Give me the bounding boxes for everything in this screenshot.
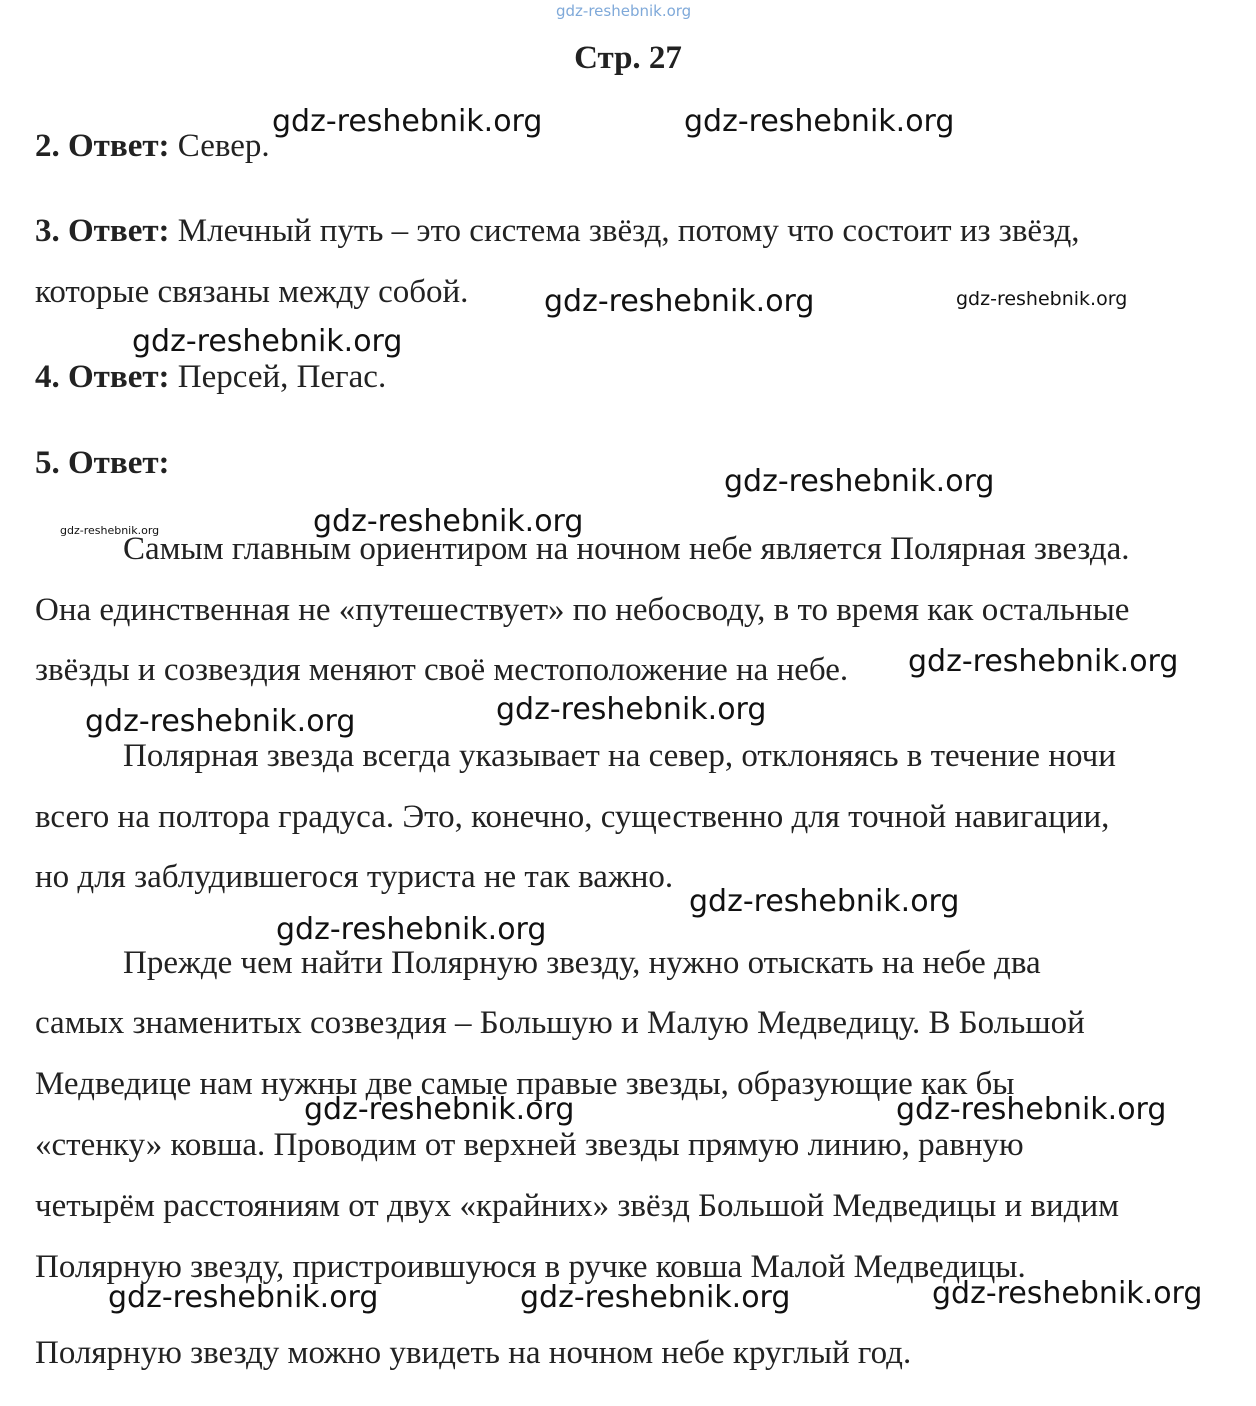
watermark: gdz-reshebnik.org [272, 104, 543, 139]
watermark: gdz-reshebnik.org [313, 504, 584, 539]
watermark: gdz-reshebnik.org [60, 524, 160, 537]
watermark: gdz-reshebnik.org [496, 692, 767, 727]
paragraph-3-line-6: Полярную звезду, пристроившуюся в ручке ковша Малой Медведицы. [35, 1249, 1026, 1285]
watermark: gdz-reshebnik.org [520, 1280, 791, 1315]
paragraph-1-line-1: Самым главным ориентиром на ночном небе является Полярная звезда. [123, 531, 1130, 567]
watermark: gdz-reshebnik.org [932, 1276, 1203, 1311]
answer-3-text-line1: Млечный путь – это система звёзд, потому что состоит из звёзд, [177, 213, 1080, 249]
paragraph-1-line-3: звёзды и созвездия меняют своё местоположение на небе. [35, 652, 849, 688]
watermark: gdz-reshebnik.org [896, 1092, 1167, 1127]
page-title: Стр. 27 [574, 40, 682, 76]
paragraph-1-line-2: Она единственная не «путешествует» по небосводу, в то время как остальные [35, 592, 1130, 628]
paragraph-3-line-5: четырём расстояниям от двух «крайних» звёзд Большой Медведицы и видим [35, 1188, 1119, 1224]
watermark: gdz-reshebnik.org [132, 324, 403, 359]
site-watermark-header: gdz-reshebnik.org [556, 2, 692, 20]
watermark: gdz-reshebnik.org [908, 644, 1179, 679]
answer-2-text: Север. [177, 128, 270, 164]
answer-4-text: Персей, Пегас. [177, 359, 387, 395]
watermark: gdz-reshebnik.org [724, 464, 995, 499]
watermark: gdz-reshebnik.org [684, 104, 955, 139]
paragraph-4-line-1: Полярную звезду можно увидеть на ночном небе круглый год. [35, 1335, 912, 1371]
paragraph-3-line-3: Медведице нам нужны две самые правые звезды, образующие как бы [35, 1066, 1015, 1102]
paragraph-3-line-2: самых знаменитых созвездия – Большую и Малую Медведицу. В Большой [35, 1005, 1085, 1041]
answer-3 [35, 209, 1080, 253]
paragraph-2-line-2: всего на полтора градуса. Это, конечно, существенно для точной навигации, [35, 799, 1110, 835]
answer-3-text-line2: которые связаны между собой. [35, 274, 469, 310]
paragraph-3-line-1: Прежде чем найти Полярную звезду, нужно отыскать на небе два [123, 945, 1041, 981]
watermark: gdz-reshebnik.org [304, 1092, 575, 1127]
answer-5 [35, 441, 170, 485]
watermark: gdz-reshebnik.org [85, 704, 356, 739]
paragraph-2-line-3: но для заблудившегося туриста не так важно. [35, 859, 674, 895]
answer-4 [35, 355, 386, 399]
answer-3-label: 3. Ответ: [35, 213, 170, 249]
watermark: gdz-reshebnik.org [956, 288, 1128, 310]
answer-4-label: 4. Ответ: [35, 359, 170, 395]
paragraph-2-line-1: Полярная звезда всегда указывает на север, отклоняясь в течение ночи [123, 738, 1116, 774]
watermark: gdz-reshebnik.org [108, 1280, 379, 1315]
watermark: gdz-reshebnik.org [689, 884, 960, 919]
answer-2 [35, 124, 270, 168]
paragraph-3-line-4: «стенку» ковша. Проводим от верхней звезды прямую линию, равную [35, 1127, 1024, 1163]
watermark: gdz-reshebnik.org [276, 912, 547, 947]
answer-2-label: 2. Ответ: [35, 128, 170, 164]
watermark: gdz-reshebnik.org [544, 284, 815, 319]
answer-5-label: 5. Ответ: [35, 445, 170, 481]
